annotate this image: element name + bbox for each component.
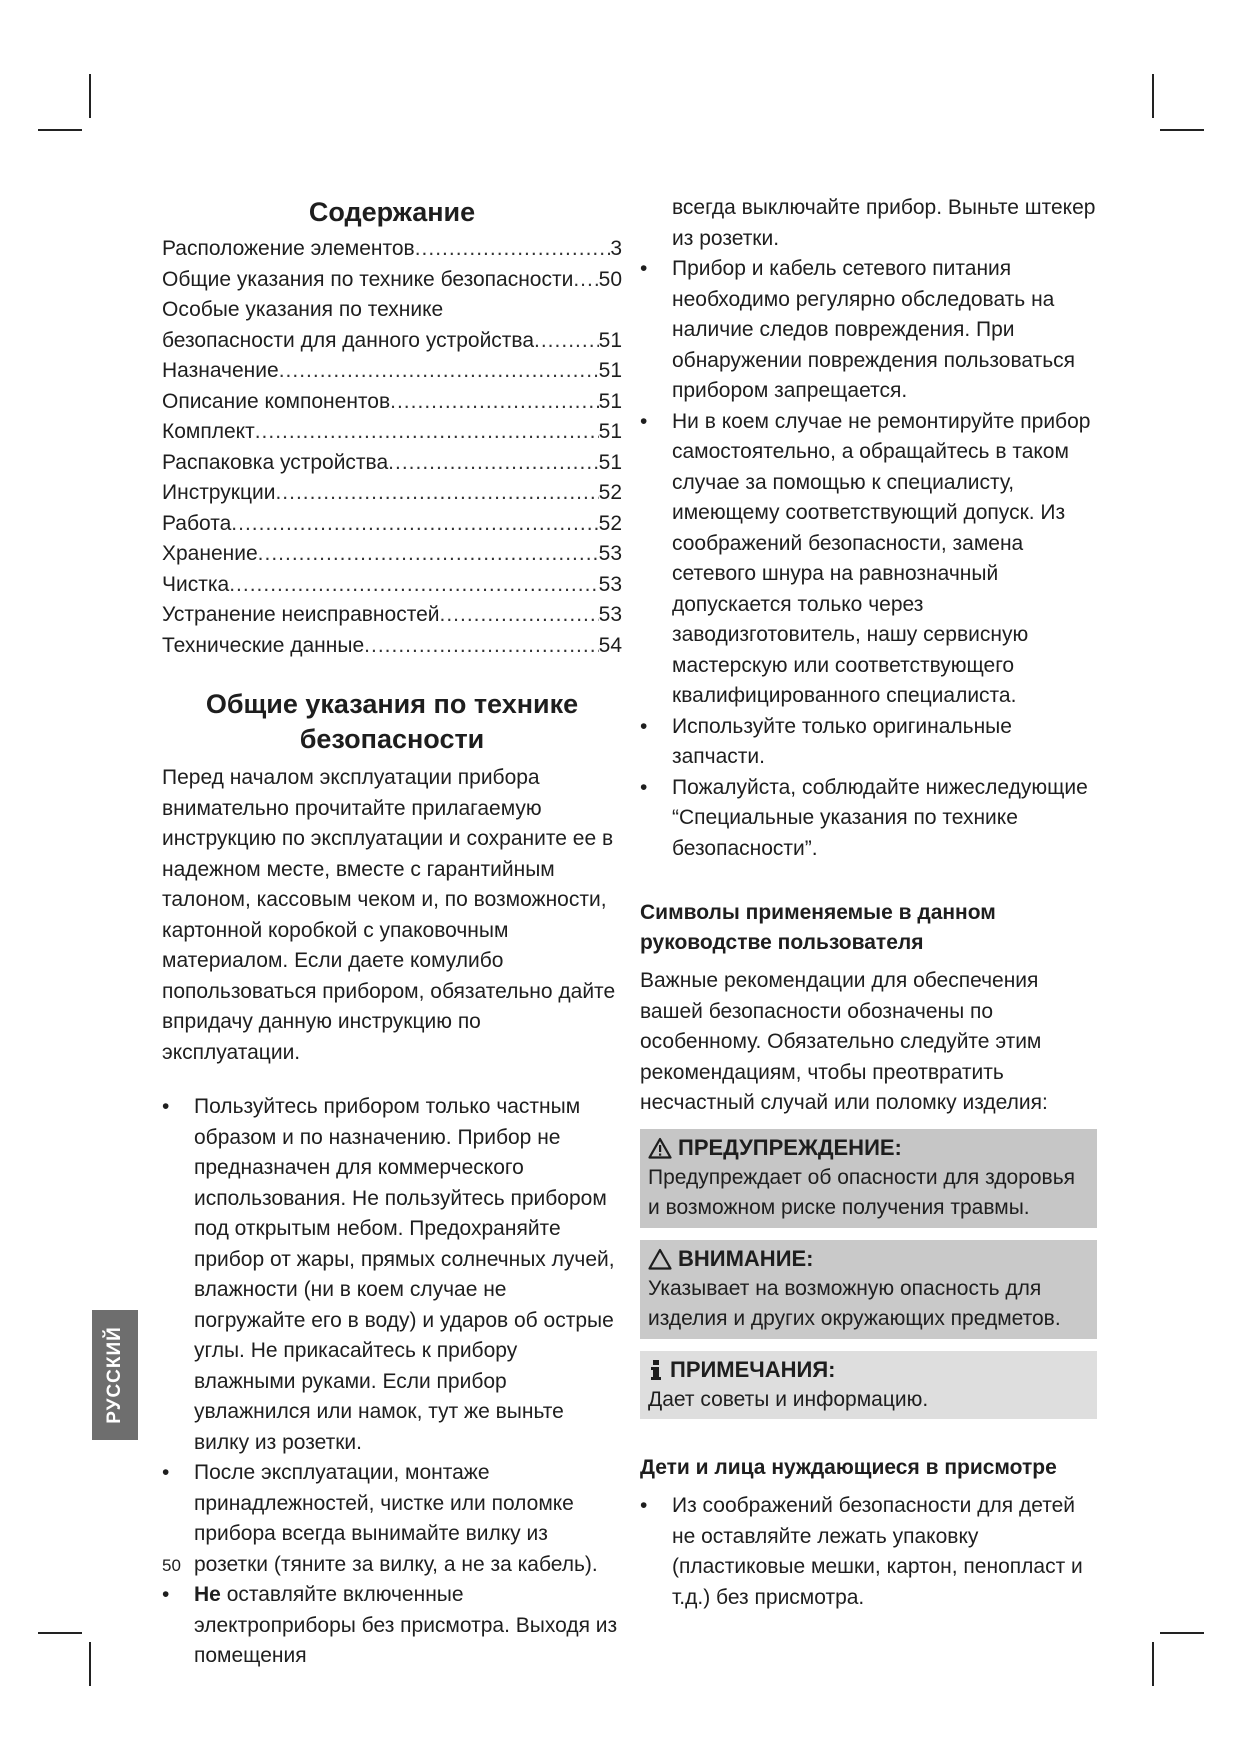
- list-item: • Прибор и кабель сетевого питания необходимо регулярно обследовать на наличие следов повреждения. При обнаружении повреждения пользоваться прибором запрещается.: [640, 257, 1076, 402]
- crop-mark-top-right-h: [1160, 129, 1204, 131]
- warning-triangle-icon: [648, 1137, 672, 1159]
- right-column: [640, 193, 1097, 1613]
- toc-entry[interactable]: Хранение ..... 53: [162, 539, 622, 570]
- symbols-intro: Важные рекомендации для обеспечения вашей безопасности обозначены по особенному. Обязательно следуйте этим рекомендациям, чтобы преотвратить несчастный случай или поломку изделия:: [640, 969, 1048, 1114]
- toc-entry[interactable]: Инструкции ..... 52: [162, 478, 622, 509]
- toc-entry[interactable]: Устранение неисправностей ..... 53: [162, 600, 622, 631]
- toc-entry[interactable]: Описание компонентов ..... 51: [162, 387, 622, 418]
- safety-continuation: всегда выключайте прибор. Выньте штекер из розетки.: [672, 196, 1096, 250]
- caution-box: [640, 1240, 1097, 1339]
- toc-entry[interactable]: Распаковка устройства ..... 51: [162, 448, 622, 479]
- toc-entry[interactable]: безопасности для данного устройства ..... 51: [162, 326, 622, 357]
- note-text: Дает советы и информацию.: [648, 1387, 929, 1411]
- caution-text: Указывает на возможную опасность для изделия и других окружающих предметов.: [648, 1276, 1061, 1330]
- page-number: 50: [162, 1556, 181, 1575]
- note-heading: ПРИМЕЧАНИЯ:: [648, 1355, 1089, 1385]
- crop-mark-bottom-right-h: [1160, 1632, 1204, 1634]
- caution-heading: ВНИМАНИЕ:: [648, 1244, 1089, 1274]
- children-heading: Дети и лица нуждающиеся в присмотре: [640, 1456, 1057, 1479]
- list-item: • Из соображений безопасности для детей не оставляйте лежать упаковку (пластиковые мешки, картон, пенопласт и т.д.) без присмотра.: [640, 1494, 1083, 1609]
- list-item: • После эксплуатации, монтаже принадлежностей, чистке или поломке прибора всегда вынимайте вилку из розетки (тяните за вилку, а не за кабель).: [162, 1461, 598, 1576]
- list-item: • Пользуйтесь прибором только частным образом и по назначению. Прибор не предназначен для коммерческого использования. Не пользуйтесь прибором под открытым небом. Предохраняйте прибор от жары, прямых солнечных лучей, влажности (ни в коем случае не погружайте его в воду) и ударов об острые углы. Не прикасайтесь к прибору влажными руками. Если прибор увлажнился или намок, тут же выньте вилку из розетки.: [162, 1095, 615, 1454]
- note-box: [640, 1351, 1097, 1420]
- toc-entry[interactable]: Технические данные ..... 54: [162, 631, 622, 662]
- list-item: • Используйте только оригинальные запчасти.: [640, 714, 1012, 768]
- toc-entry[interactable]: Расположение элементов ..... 3: [162, 234, 622, 265]
- caution-triangle-icon: [648, 1248, 672, 1270]
- crop-mark-top-left-h: [38, 129, 82, 131]
- crop-mark-bottom-left-v: [89, 1642, 91, 1686]
- crop-mark-top-left-v: [89, 74, 91, 118]
- list-item: • Ни в коем случае не ремонтируйте прибор самостоятельно, а обращайтесь в таком случае за помощью к специалисту, имеющему соответствующий допуск. Из соображений безопасности, замена сетевого шнура на равнозначный допускается только через заводизготовитель, нашу сервисную мастерскую или соответствующего квалифицированного специалиста.: [640, 409, 1091, 707]
- toc-entry[interactable]: Назначение ..... 51: [162, 356, 622, 387]
- safety-intro: Перед началом эксплуатации прибора внимательно прочитайте прилагаемую инструкцию по эксплуатации и сохраните ее в надежном месте, вместе с гарантийным талоном, кассовым чеком и, по возможности, картонной коробкой с упаковочным материалом. Если даете комулибо попользоваться прибором, обязательно дайте впридачу данную инструкцию по эксплуатации.: [162, 766, 616, 1064]
- warning-text: Предупреждает об опасности для здоровья и возможном риске получения травмы.: [648, 1165, 1076, 1219]
- safety-list: [162, 1092, 622, 1672]
- crop-mark-bottom-right-v: [1152, 1642, 1154, 1686]
- warning-box: [640, 1129, 1097, 1228]
- toc-entry[interactable]: Чистка ..... 53: [162, 570, 622, 601]
- list-item: • Не оставляйте включенные электроприборы без присмотра. Выходя из помещения: [162, 1583, 618, 1667]
- warning-heading: ПРЕДУПРЕЖДЕНИЕ:: [648, 1133, 1089, 1163]
- language-tab: РУССКИЙ: [92, 1310, 138, 1440]
- toc-entry[interactable]: Общие указания по технике безопасности ..... 50: [162, 265, 622, 296]
- safety-list-continued: [640, 254, 1097, 864]
- toc-title: Содержание: [308, 197, 476, 227]
- left-column: [162, 196, 622, 1672]
- info-icon: [648, 1359, 664, 1381]
- toc-entry[interactable]: Работа ..... 52: [162, 509, 622, 540]
- crop-mark-top-right-v: [1152, 74, 1154, 118]
- toc-entry[interactable]: Комплект ..... 51: [162, 417, 622, 448]
- toc-list: [162, 234, 622, 661]
- safety-heading: Общие указания по технике безопасности: [205, 689, 579, 754]
- children-list: [640, 1491, 1097, 1613]
- symbols-heading: Символы применяемые в данном руководстве пользователя: [640, 901, 996, 954]
- crop-mark-bottom-left-h: [38, 1632, 82, 1634]
- list-item: • Пожалуйста, соблюдайте нижеследующие “Специальные указания по технике безопасности”.: [640, 775, 1088, 860]
- toc-entry[interactable]: Особые указания по технике: [162, 298, 444, 321]
